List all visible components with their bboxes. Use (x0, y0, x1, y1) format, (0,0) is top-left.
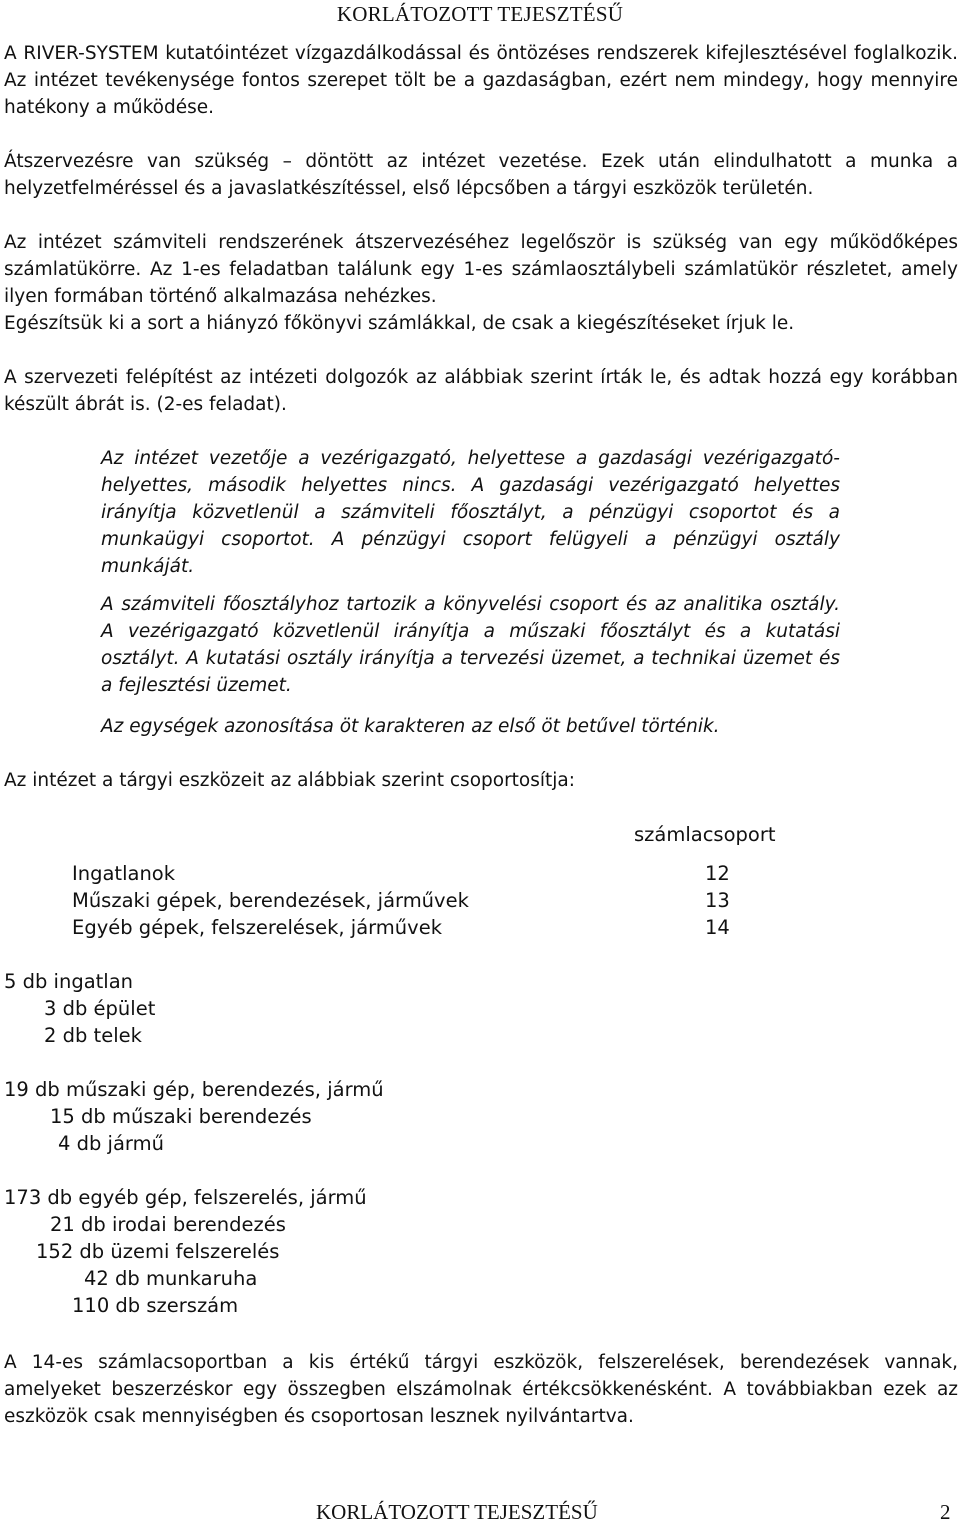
inventory-item: 42 db munkaruha (84, 1267, 258, 1290)
account-table-header: számlacsoport (634, 823, 776, 846)
inventory-item: 15 db műszaki berendezés (50, 1105, 312, 1128)
account-row-code: 14 (705, 916, 730, 939)
assets-intro: Az intézet a tárgyi eszközeit az alábbiak szerint csoportosítja: (4, 770, 575, 791)
inventory-item: 110 db szerszám (72, 1294, 239, 1317)
org-structure-paragraph: A szervezeti felépítést az intézeti dolgozók az alábbiak szerint írták le, és adtak hozzá egy korábban készült ábrát is. (2-es feladat). (4, 367, 958, 415)
intro-paragraph: A RIVER-SYSTEM kutatóintézet vízgazdálkodással és öntözéses rendszerek kifejlesztésével foglalkozik. Az intézet tevékenysége fontos szerepet tölt be a gazdaságban, ezért nem mindegy, hogy mennyire hatékony a működése. (4, 43, 958, 118)
org-description-3: Az egységek azonosítása öt karakteren az első öt betűvel történik. (101, 716, 720, 737)
account-row-label: Ingatlanok (72, 862, 176, 885)
inventory-item: 21 db irodai berendezés (50, 1213, 286, 1236)
task-instruction: Egészítsük ki a sort a hiányzó főkönyvi számlákkal, de csak a kiegészítéseket írjuk le. (4, 313, 795, 334)
page-number: 2 (940, 1500, 951, 1524)
inventory-item: 3 db épület (44, 997, 156, 1020)
inventory-total: 5 db ingatlan (4, 970, 134, 993)
chart-of-accounts-paragraph: Az intézet számviteli rendszerének átszervezéséhez legelőször is szükség van egy működőképes számlatükörre. Az 1-es feladatban találunk egy 1-es számlaosztálybeli számlatükör részletet, amely ilyen formában történő alkalmazása nehézkes. (4, 232, 958, 307)
inventory-item: 2 db telek (44, 1024, 142, 1047)
inventory-item: 152 db üzemi felszerelés (36, 1240, 280, 1263)
page-footer: KORLÁTOZOTT TEJESZTÉSŰ (316, 1500, 598, 1524)
inventory-item: 4 db jármű (58, 1132, 164, 1155)
org-description-2: A számviteli főosztályhoz tartozik a könyvelési csoport és az analitika osztály. A vezérigazgató közvetlenül irányítja a műszaki főosztályt és a kutatási osztályt. A kutatási osztály irányítja a tervezési üzemet, a technikai üzemet és a fejlesztési üzemet. (101, 594, 840, 696)
closing-paragraph: A 14-es számlacsoportban a kis értékű tárgyi eszközök, felszerelések, berendezések vannak, amelyeket beszerzéskor egy összegben elszámolnak értékcsökkenésként. A továbbiakban ezek az eszközök csak mennyiségben és csoportosan lesznek nyilvántartva. (4, 1352, 958, 1427)
page-header: KORLÁTOZOTT TEJESZTÉSŰ (336, 2, 624, 26)
inventory-total: 173 db egyéb gép, felszerelés, jármű (4, 1186, 367, 1209)
account-row-code: 12 (705, 862, 730, 885)
org-description-1: Az intézet vezetője a vezérigazgató, helyettese a gazdasági vezérigazgató-helyettes, második helyettes nincs. A gazdasági vezérigazgató helyettes irányítja közvetlenül a számviteli főosztályt, a pénzügyi csoportot és a munkaügyi csoportot. A pénzügyi csoport felügyeli a pénzügyi osztály munkáját. (101, 448, 840, 577)
account-row-label: Műszaki gépek, berendezések, járművek (72, 889, 469, 912)
inventory-total: 19 db műszaki gép, berendezés, jármű (4, 1078, 384, 1101)
reorganization-paragraph: Átszervezésre van szükség – döntött az intézet vezetése. Ezek után elindulhatott a munka a helyzetfelméréssel és a javaslatkészítéssel, első lépcsőben a tárgyi eszközök területén. (4, 151, 958, 199)
account-row-label: Egyéb gépek, felszerelések, járművek (72, 916, 442, 939)
account-row-code: 13 (705, 889, 730, 912)
